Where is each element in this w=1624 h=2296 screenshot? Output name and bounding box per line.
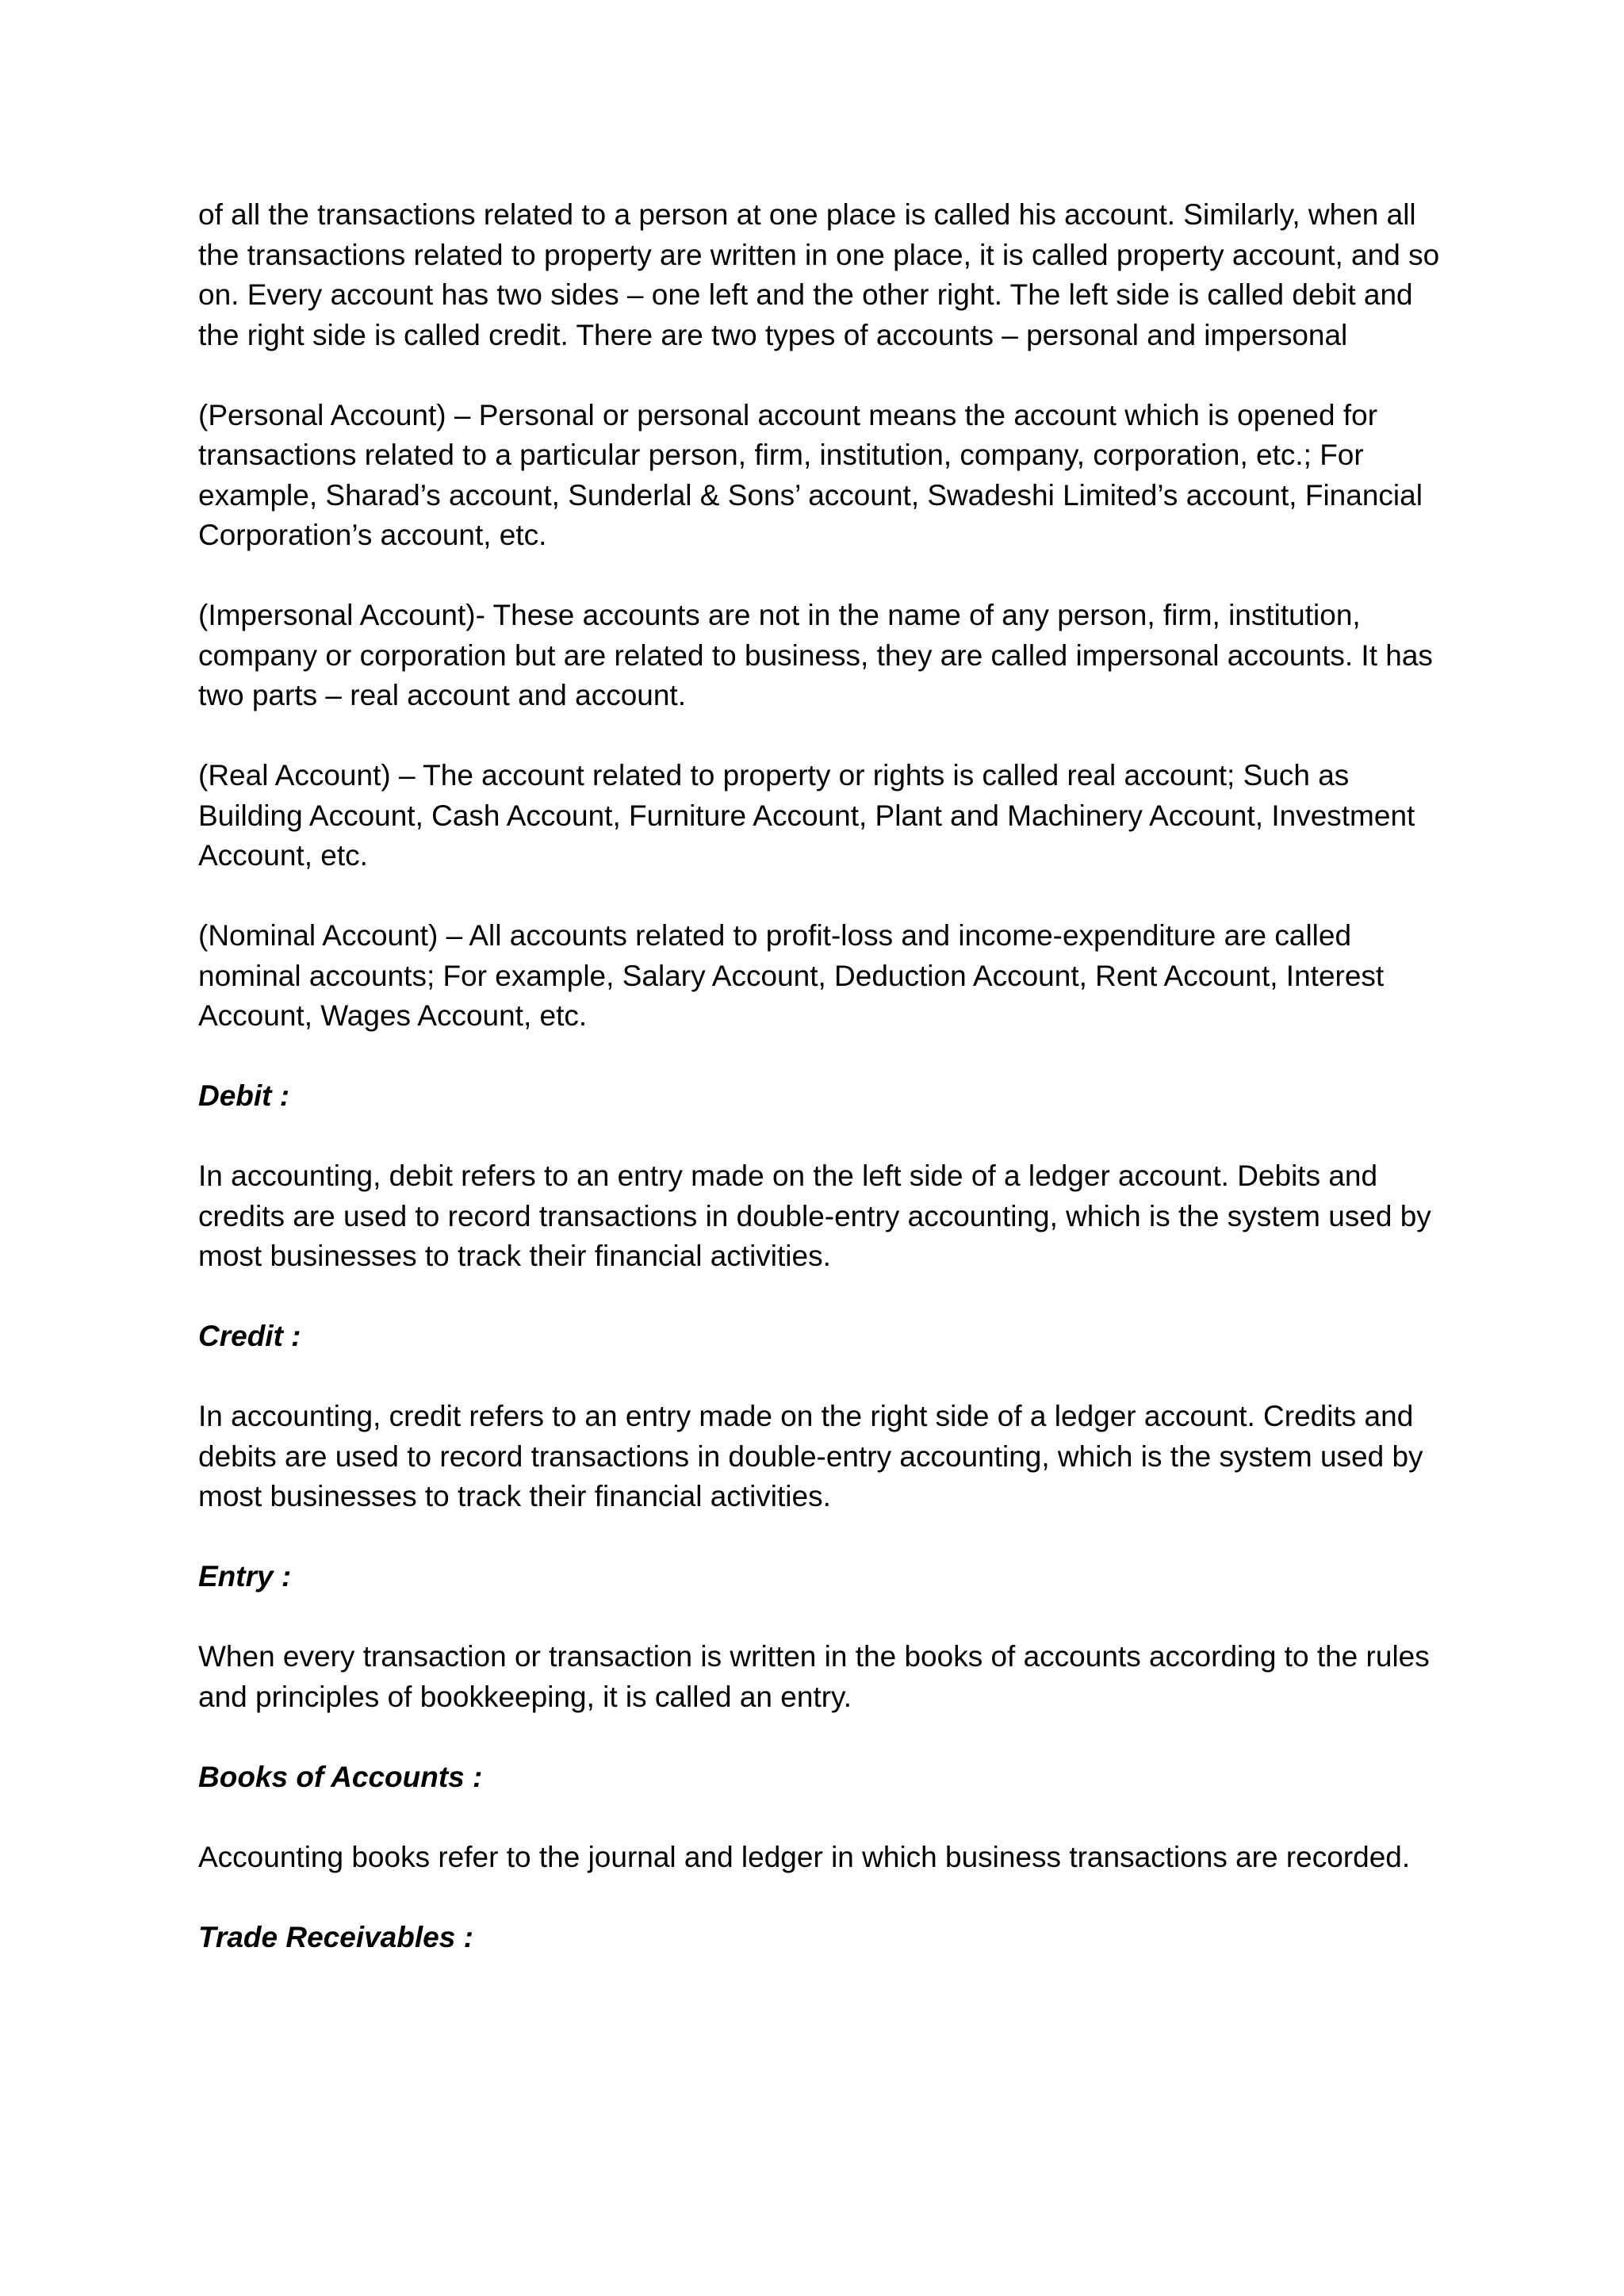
real-account-paragraph: (Real Account) – The account related to property or rights is called real account; Such as Building Account, Cash Account, Furniture Account, Plant and Machinery Account, Investment Account, etc. (198, 759, 1415, 872)
debit-paragraph: In accounting, debit refers to an entry made on the left side of a ledger account. Debits and credits are used to record transactions in double-entry accounting, which is the system used by most businesses to track their financial activities. (198, 1159, 1431, 1272)
trade-receivables-heading: Trade Receivables : (198, 1920, 473, 1953)
credit-heading: Credit : (198, 1320, 301, 1352)
intro-paragraph: of all the transactions related to a person at one place is called his account. Similarly, when all the transactions related to property are written in one place, it is called property account, and so on. Every account has two sides – one left and the other right. The left side is called debit and the right side is called credit. There are two types of accounts – personal and impersonal (198, 198, 1440, 351)
entry-heading: Entry : (198, 1560, 292, 1593)
credit-paragraph: In accounting, credit refers to an entry made on the right side of a ledger account. Credits and debits are used to record transactions in double-entry accounting, which is the system used by most businesses to track their financial activities. (198, 1400, 1423, 1512)
entry-paragraph: When every transaction or transaction is written in the books of accounts according to the rules and principles of bookkeeping, it is called an entry. (198, 1640, 1430, 1713)
impersonal-account-paragraph: (Impersonal Account)- These accounts are not in the name of any person, firm, institution, company or corporation but are related to business, they are called impersonal accounts. It has two parts – real account and account. (198, 599, 1433, 711)
personal-account-paragraph: (Personal Account) – Personal or personal account means the account which is opened for transactions related to a particular person, firm, institution, company, corporation, etc.; For example, Sharad’s account, Sunderlal & Sons’ account, Swadeshi Limited’s account, Financial Corporation’s account, etc. (198, 398, 1423, 551)
books-of-accounts-heading: Books of Accounts : (198, 1760, 483, 1793)
books-of-accounts-paragraph: Accounting books refer to the journal and ledger in which business transactions are recorded. (198, 1840, 1411, 1873)
nominal-account-paragraph: (Nominal Account) – All accounts related to profit-loss and income-expenditure are called nominal accounts; For example, Salary Account, Deduction Account, Rent Account, Interest Account, Wages Account, etc. (198, 919, 1385, 1032)
document-body (198, 195, 1443, 1957)
debit-heading: Debit : (198, 1079, 290, 1112)
